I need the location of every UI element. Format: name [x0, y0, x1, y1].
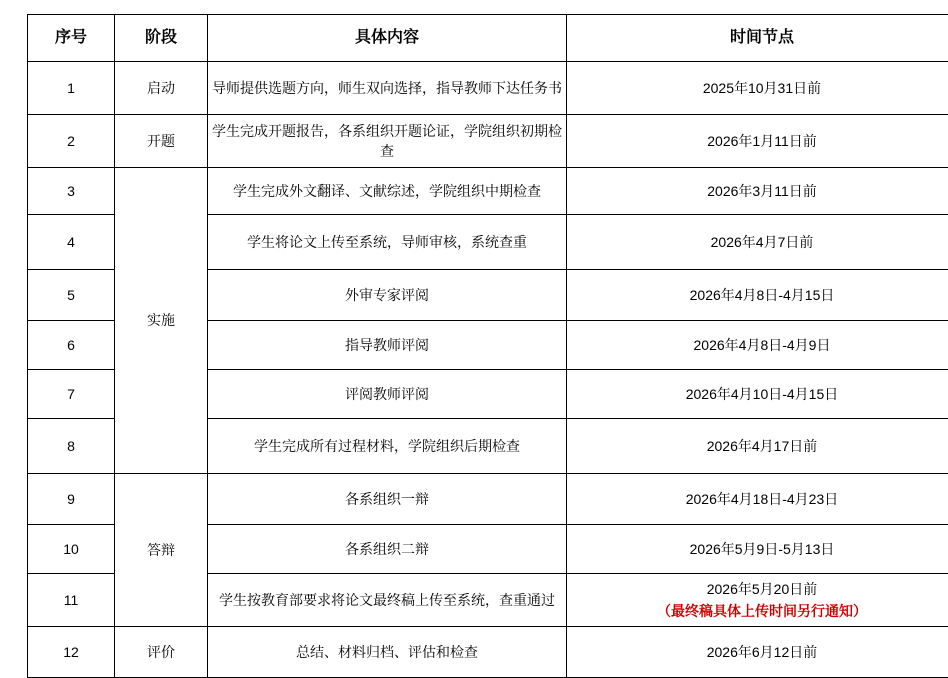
cell-no: 2 [28, 115, 115, 168]
cell-no: 1 [28, 62, 115, 115]
cell-no: 5 [28, 270, 115, 321]
cell-time: 2026年4月8日-4月15日 [567, 270, 948, 321]
cell-no: 6 [28, 321, 115, 370]
cell-time-note: （最终稿具体上传时间另行通知） [571, 601, 948, 621]
table-header-row [28, 15, 948, 62]
column-header-no: 序号 [28, 15, 115, 62]
cell-time: 2026年1月11日前 [567, 115, 948, 168]
cell-time: 2026年3月11日前 [567, 168, 948, 215]
thesis-schedule-table [27, 14, 948, 678]
cell-no: 3 [28, 168, 115, 215]
cell-no: 9 [28, 474, 115, 525]
cell-content: 总结、材料归档、评估和检查 [208, 627, 567, 678]
cell-content: 学生将论文上传至系统，导师审核，系统查重 [208, 215, 567, 270]
column-header-time: 时间节点 [567, 15, 948, 62]
cell-no: 12 [28, 627, 115, 678]
cell-stage: 实施 [115, 168, 208, 474]
table-row [28, 62, 948, 115]
cell-time: 2026年4月8日-4月9日 [567, 321, 948, 370]
cell-no: 4 [28, 215, 115, 270]
cell-no: 8 [28, 419, 115, 474]
cell-stage: 评价 [115, 627, 208, 678]
cell-time: 2026年6月12日前 [567, 627, 948, 678]
cell-stage: 启动 [115, 62, 208, 115]
column-header-content: 具体内容 [208, 15, 567, 62]
cell-content: 学生完成外文翻译、文献综述，学院组织中期检查 [208, 168, 567, 215]
cell-content: 学生按教育部要求将论文最终稿上传至系统，查重通过 [208, 574, 567, 627]
cell-time: 2026年4月18日-4月23日 [567, 474, 948, 525]
cell-content: 各系组织二辩 [208, 525, 567, 574]
cell-stage: 答辩 [115, 474, 208, 627]
column-header-stage: 阶段 [115, 15, 208, 62]
cell-content: 评阅教师评阅 [208, 370, 567, 419]
cell-content: 指导教师评阅 [208, 321, 567, 370]
cell-time: 2026年4月17日前 [567, 419, 948, 474]
cell-content: 导师提供选题方向，师生双向选择，指导教师下达任务书 [208, 62, 567, 115]
cell-content: 学生完成开题报告，各系组织开题论证，学院组织初期检查 [208, 115, 567, 168]
cell-stage: 开题 [115, 115, 208, 168]
cell-time: 2026年5月20日前 [707, 581, 818, 597]
table-row [28, 474, 948, 525]
cell-content: 学生完成所有过程材料，学院组织后期检查 [208, 419, 567, 474]
cell-no: 11 [28, 574, 115, 627]
table-header [28, 15, 948, 62]
cell-time: 2025年10月31日前 [567, 62, 948, 115]
cell-no: 7 [28, 370, 115, 419]
cell-content: 各系组织一辩 [208, 474, 567, 525]
cell-time: 2026年5月9日-5月13日 [567, 525, 948, 574]
table-body [28, 62, 948, 678]
table-row [28, 168, 948, 215]
table-row [28, 627, 948, 678]
cell-content: 外审专家评阅 [208, 270, 567, 321]
cell-time-with-note [567, 574, 948, 627]
cell-time: 2026年4月10日-4月15日 [567, 370, 948, 419]
cell-time: 2026年4月7日前 [567, 215, 948, 270]
cell-no: 10 [28, 525, 115, 574]
table-row [28, 115, 948, 168]
